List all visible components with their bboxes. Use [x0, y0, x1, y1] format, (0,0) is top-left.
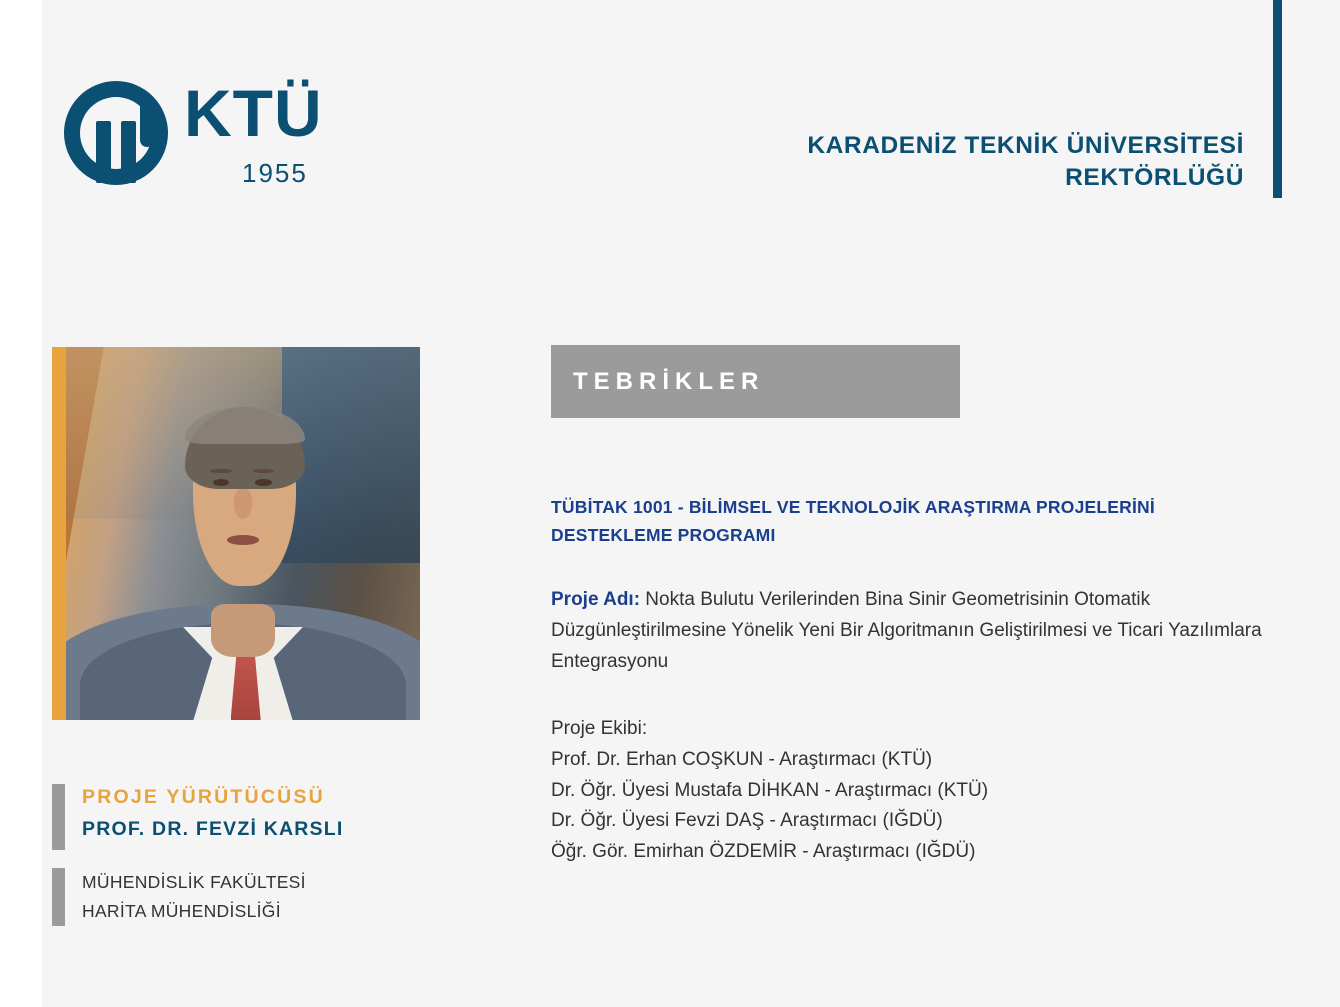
page-header [0, 0, 1340, 228]
project-name-value: Nokta Bulutu Verilerinden Bina Sinir Geometrisinin Otomatik Düzgünleştirilmesine Yönelik Yeni Bir Algoritmanın Geliştirilmesi ve Ticari Yazılımlara Entegrasyonu [551, 589, 1262, 672]
program-title [551, 493, 1276, 549]
portrait-photo [66, 347, 420, 720]
portrait-accent-bar [52, 347, 66, 720]
project-team-label: Proje Ekibi: [551, 718, 648, 739]
department-accent-bar [52, 868, 65, 926]
project-team-member: Prof. Dr. Erhan COŞKUN - Araştırmacı (KTÜ) [551, 748, 933, 770]
portrait-nose [234, 489, 252, 519]
ktu-logo-year: 1955 [242, 158, 308, 188]
program-title-line1: TÜBİTAK 1001 - BİLİMSEL VE TEKNOLOJİK ARAŞTIRMA PROJELERİNİ [551, 497, 1155, 517]
ktu-logo [56, 72, 356, 192]
project-team-block [551, 714, 1276, 868]
header-title-line1: KARADENİZ TEKNİK ÜNİVERSİTESİ [807, 132, 1244, 159]
program-title-line2: DESTEKLEME PROGRAMI [551, 525, 776, 545]
person-role-label: PROJE YÜRÜTÜCÜSÜ [82, 786, 325, 808]
congratulations-banner [551, 345, 960, 418]
portrait-mouth [227, 535, 259, 545]
faculty-line: MÜHENDİSLİK FAKÜLTESİ [82, 872, 306, 892]
ktu-logo-icon [56, 77, 176, 189]
ktu-logo-text: KTÜ [184, 76, 323, 150]
portrait-eyebrow-right [253, 469, 274, 473]
header-accent-bar [1273, 0, 1282, 198]
congratulations-banner-text: TEBRİKLER [573, 367, 765, 395]
portrait-block [52, 347, 420, 720]
portrait-eyebrow-left [210, 469, 231, 473]
portrait-neck [211, 604, 275, 656]
person-name: PROF. DR. FEVZİ KARSLI [82, 818, 344, 840]
header-title [807, 130, 1244, 195]
project-name-label: Proje Adı: [551, 589, 641, 610]
header-title-line2: REKTÖRLÜĞÜ [1065, 164, 1244, 192]
caption-accent-bar [52, 784, 65, 850]
person-department [82, 868, 306, 926]
department-line: HARİTA MÜHENDİSLİĞİ [82, 900, 281, 921]
project-team-member: Dr. Öğr. Üyesi Fevzi DAŞ - Araştırmacı (IĞDÜ) [551, 810, 943, 832]
project-name-block [551, 585, 1276, 677]
project-team-member: Öğr. Gör. Emirhan ÖZDEMİR - Araştırmacı (IĞDÜ) [551, 841, 976, 863]
project-team-member: Dr. Öğr. Üyesi Mustafa DİHKAN - Araştırmacı (KTÜ) [551, 779, 989, 801]
